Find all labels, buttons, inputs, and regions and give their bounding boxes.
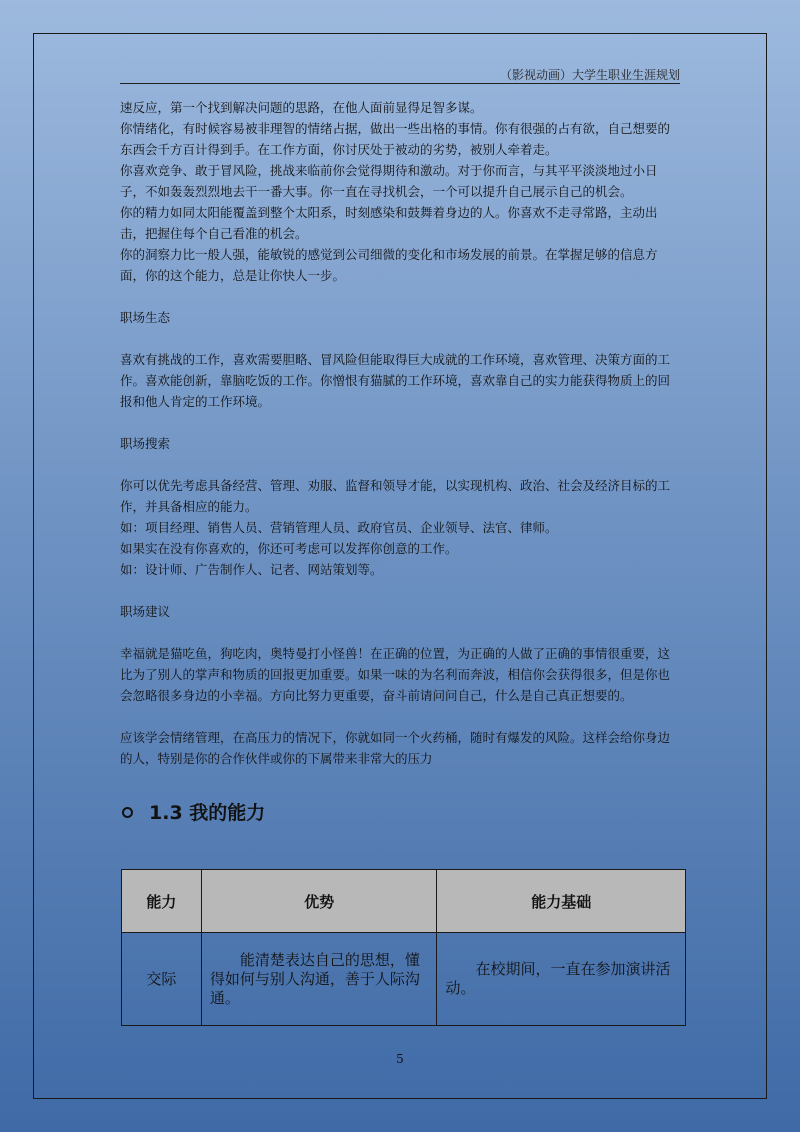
paragraph: 如：项目经理、销售人员、营销管理人员、政府官员、企业领导、法官、律师。 — [120, 520, 558, 535]
paragraph: 如果实在没有你喜欢的，你还可考虑可以发挥你创意的工作。 — [120, 541, 458, 556]
ability-table — [121, 869, 686, 1026]
paragraph: 如：设计师、广告制作人、记者、网站策划等。 — [120, 562, 383, 577]
spacer — [120, 706, 682, 727]
table-header-row — [122, 870, 686, 933]
section-heading — [122, 797, 265, 825]
running-header: （影视动画）大学生职业生涯规划 — [499, 68, 680, 82]
subsection-title-advice: 职场建议 — [120, 604, 171, 619]
section-title: 1.3 我的能力 — [149, 801, 266, 824]
paragraph: 你喜欢竞争、敢于冒风险，挑战来临前你会觉得期待和激动。对于你而言，与其平平淡淡地过小日子，不如轰轰烈烈地去干一番大事。你一直在寻找机会，一个可以提升自己展示自己的机会。 — [120, 163, 658, 199]
ability-cell: 交际 — [122, 933, 202, 1026]
spacer — [120, 286, 682, 307]
paragraph: 应该学会情绪管理，在高压力的情况下，你就如同一个火药桶，随时有爆发的风险。这样会给你身边的人，特别是你的合作伙伴或你的下属带来非常大的压力 — [120, 730, 671, 766]
paragraph: 速反应，第一个找到解决问题的思路，在他人面前显得足智多谋。 — [120, 100, 483, 115]
paragraph: 你的精力如同太阳能覆盖到整个太阳系，时刻感染和鼓舞着身边的人。你喜欢不走寻常路，主动出击，把握住每个自己看准的机会。 — [120, 205, 658, 241]
basis-cell: 在校期间，一直在参加演讲活动。 — [437, 933, 686, 1026]
spacer — [120, 580, 682, 601]
spacer — [120, 412, 682, 433]
page-number: 5 — [396, 1052, 404, 1066]
column-header-ability: 能力 — [122, 870, 202, 933]
circle-bullet-icon — [122, 807, 133, 818]
paragraph: 幸福就是猫吃鱼，狗吃肉，奥特曼打小怪兽！在正确的位置，为正确的人做了正确的事情很重要，这比为了别人的掌声和物质的回报更加重要。如果一味的为名利而奔波，相信你会获得很多，但是你也会忽略很多身边的小幸福。方向比努力更重要，奋斗前请问问自己，什么是自己真正想要的。 — [120, 646, 671, 703]
spacer — [120, 328, 682, 349]
paragraph: 喜欢有挑战的工作，喜欢需要胆略、冒风险但能取得巨大成就的工作环境，喜欢管理、决策方面的工作。喜欢能创新，靠脑吃饭的工作。你憎恨有猫腻的工作环境，喜欢靠自己的实力能获得物质上的回报和他人肯定的工作环境。 — [120, 352, 671, 409]
paragraph: 你的洞察力比一般人强，能敏锐的感觉到公司细微的变化和市场发展的前景。在掌握足够的信息方面，你的这个能力，总是让你快人一步。 — [120, 247, 658, 283]
subsection-title-search: 职场搜索 — [120, 436, 171, 451]
spacer — [120, 454, 682, 475]
subsection-title-ecology: 职场生态 — [120, 310, 171, 325]
main-content — [120, 97, 682, 769]
column-header-basis: 能力基础 — [437, 870, 686, 933]
paragraph: 你情绪化，有时候容易被非理智的情绪占据，做出一些出格的事情。你有很强的占有欲，自己想要的东西会千方百计得到手。在工作方面，你讨厌处于被动的劣势，被别人牵着走。 — [120, 121, 671, 157]
spacer — [120, 622, 682, 643]
header-divider — [120, 83, 680, 84]
paragraph: 你可以优先考虑具备经营、管理、劝服、监督和领导才能，以实现机构、政治、社会及经济目标的工作，并具备相应的能力。 — [120, 478, 671, 514]
advantage-cell: 能清楚表达自己的思想，懂得如何与别人沟通，善于人际沟通。 — [201, 933, 437, 1026]
column-header-advantage: 优势 — [201, 870, 437, 933]
table-row — [122, 933, 686, 1026]
